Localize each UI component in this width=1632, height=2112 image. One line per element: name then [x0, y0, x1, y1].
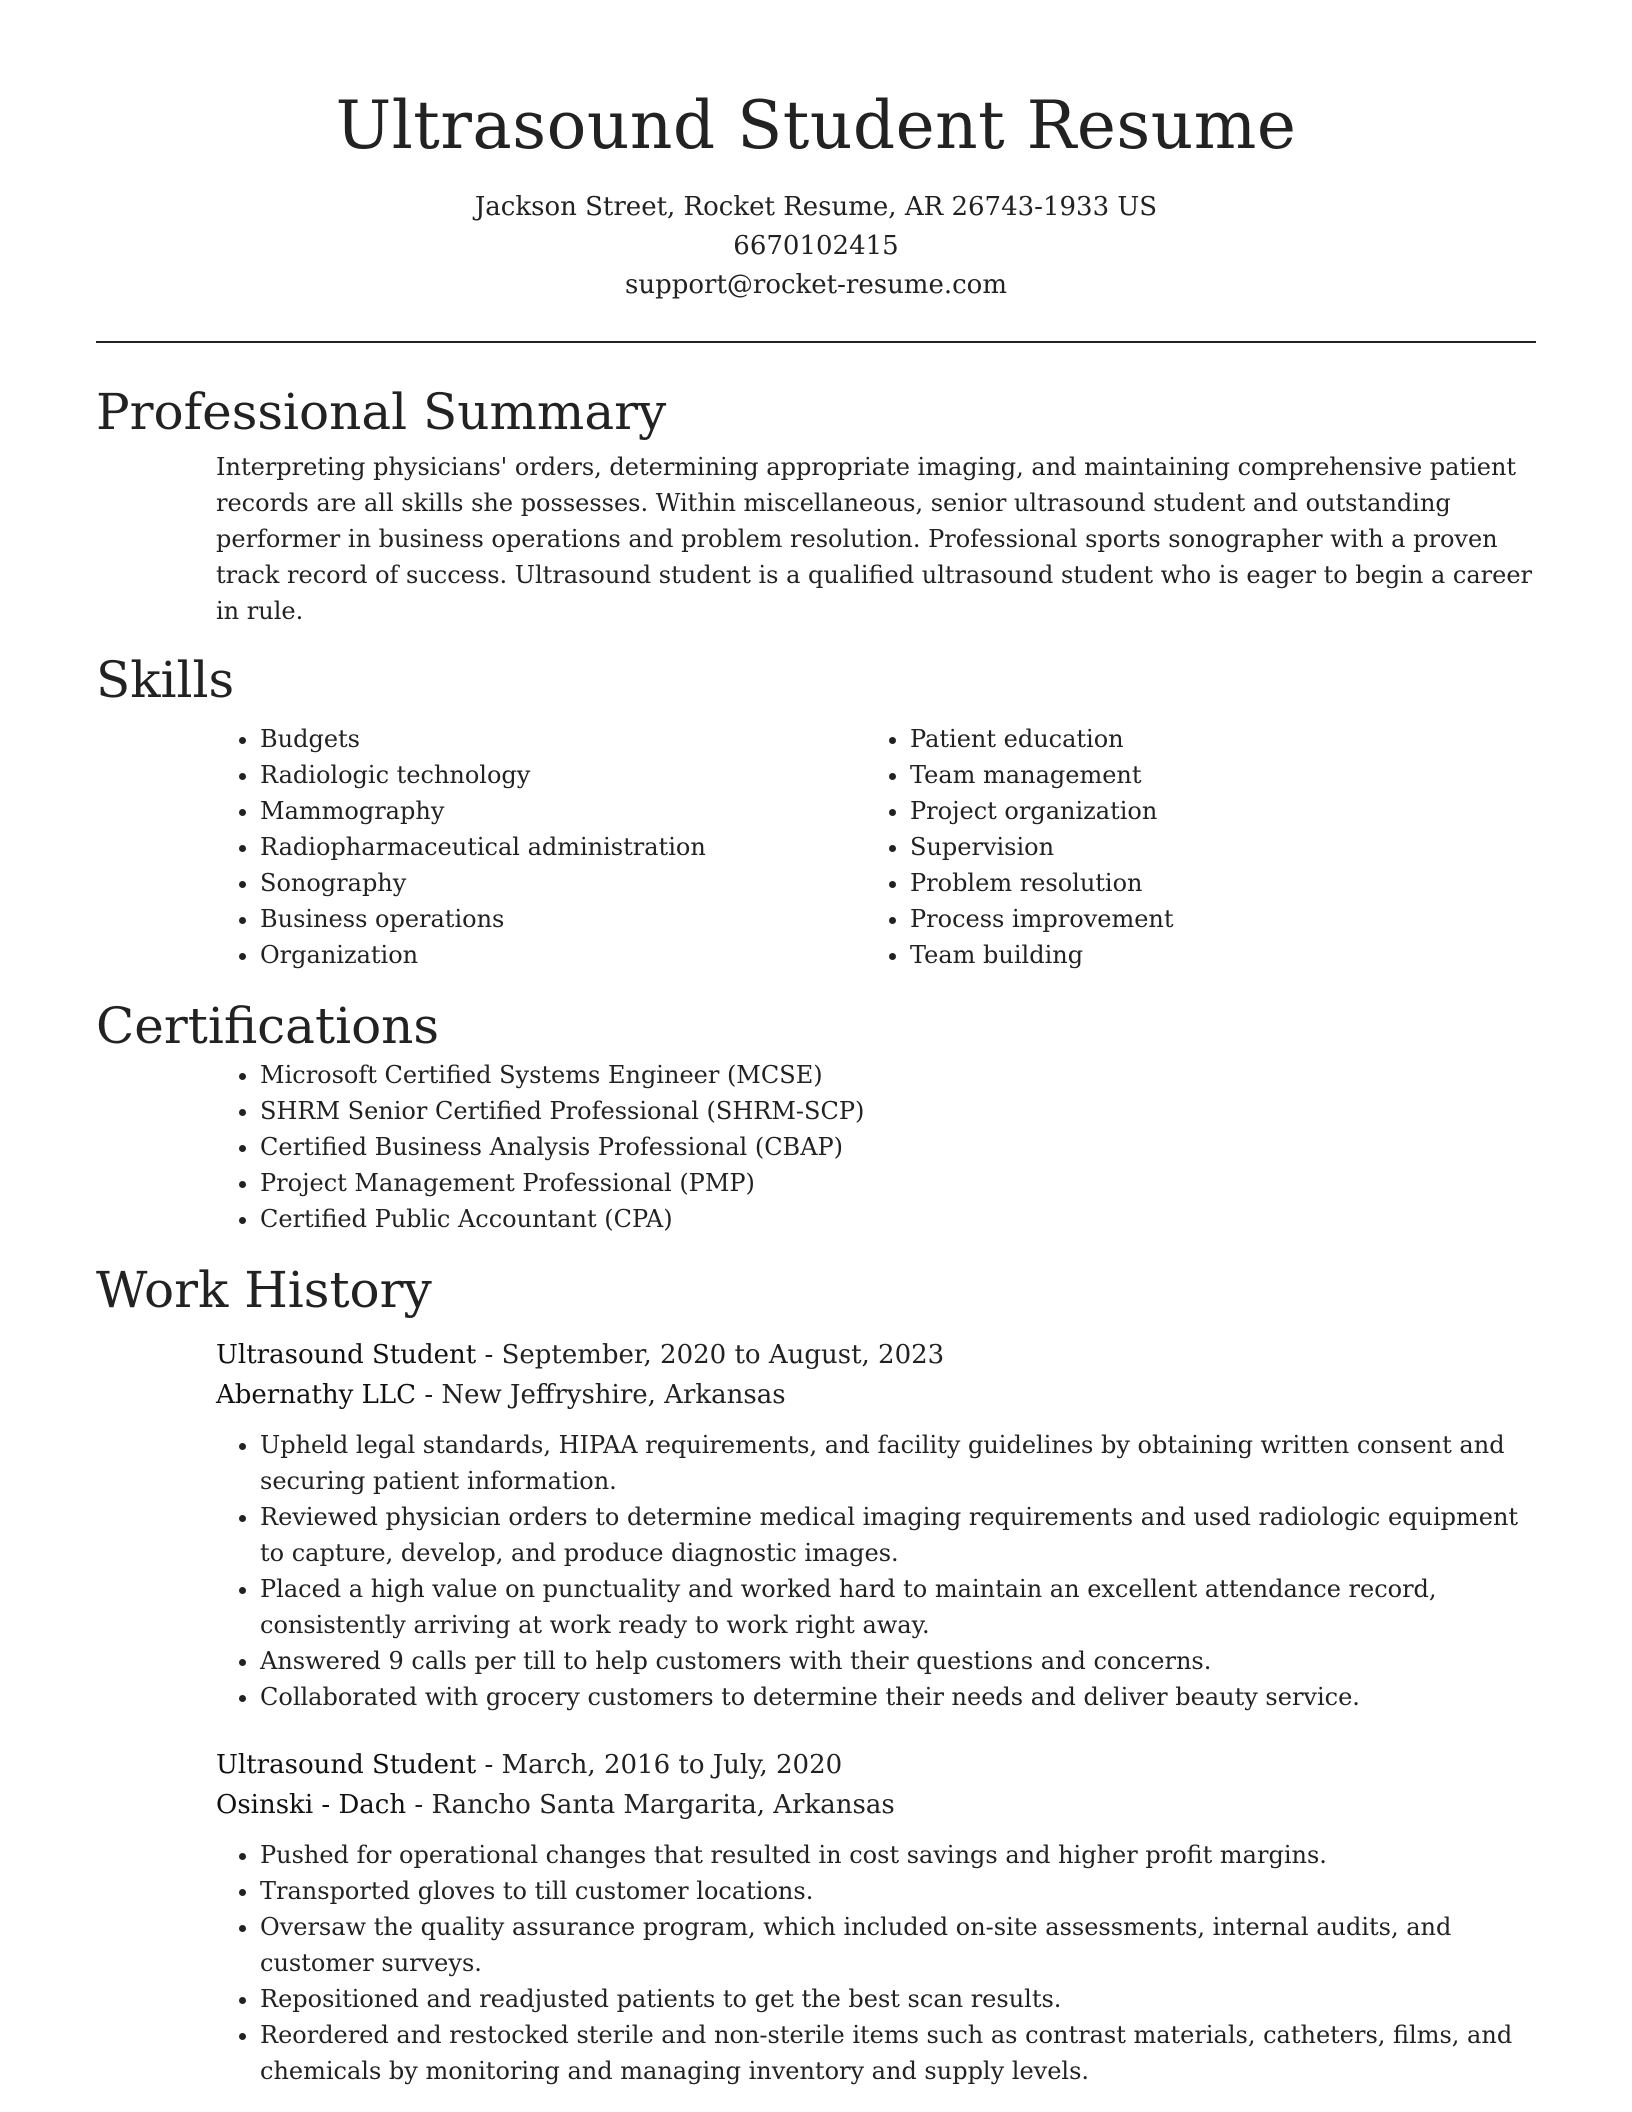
list-item: • Transported gloves to till customer locations.: [260, 1873, 1536, 1909]
job-title: Ultrasound Student: [216, 1340, 477, 1370]
list-item: • Radiopharmaceutical administration: [260, 829, 910, 865]
list-item: • Process improvement: [910, 901, 1470, 937]
summary-heading: Professional Summary: [96, 383, 667, 441]
job-company-line: Osinski - Dach - Rancho Santa Margarita, Arkansas: [216, 1790, 895, 1820]
list-item: • Problem resolution: [910, 865, 1470, 901]
list-item: • Placed a high value on punctuality and worked hard to maintain an excellent attendance record, consistently arriving at work ready to work right away.: [260, 1571, 1536, 1643]
job-entry: [216, 1335, 1536, 1715]
list-item: • Repositioned and readjusted patients to get the best scan results.: [260, 1981, 1536, 2017]
skills-columns: [96, 721, 1536, 973]
list-item: • Sonography: [260, 865, 910, 901]
list-item: • Project Management Professional (PMP): [260, 1165, 1536, 1201]
list-item: • Answered 9 calls per till to help customers with their questions and concerns.: [260, 1643, 1536, 1679]
job-location: New Jeffryshire, Arkansas: [441, 1380, 786, 1410]
certifications-heading: Certifications: [96, 997, 440, 1055]
job-dates: March, 2016 to July, 2020: [501, 1750, 843, 1780]
job-duties-list: [216, 1427, 1536, 1715]
list-item: • Budgets: [260, 721, 910, 757]
list-item: • Oversaw the quality assurance program, which included on-site assessments, internal audits, and customer surveys.: [260, 1909, 1536, 1981]
skills-section: [96, 649, 1536, 973]
list-item: • Certified Business Analysis Professional (CBAP): [260, 1129, 1536, 1165]
skills-list-right: [746, 721, 1470, 973]
job-entry: [216, 1745, 1536, 2089]
list-item: • Microsoft Certified Systems Engineer (MCSE): [260, 1057, 1536, 1093]
list-item: • Upheld legal standards, HIPAA requirements, and facility guidelines by obtaining written consent and securing patient information.: [260, 1427, 1536, 1499]
list-item: • Business operations: [260, 901, 910, 937]
summary-section: [96, 381, 1536, 629]
list-item: • SHRM Senior Certified Professional (SHRM-SCP): [260, 1093, 1536, 1129]
job-title-line: Ultrasound Student - March, 2016 to July, 2020: [216, 1750, 843, 1780]
job-title-line: Ultrasound Student - September, 2020 to August, 2023: [216, 1340, 945, 1370]
job-location: Rancho Santa Margarita, Arkansas: [431, 1790, 895, 1820]
list-item: • Supervision: [910, 829, 1470, 865]
job-title: Ultrasound Student: [216, 1750, 477, 1780]
certifications-list: [96, 1057, 1536, 1237]
list-item: • Reviewed physician orders to determine medical imaging requirements and used radiologic equipment to capture, develop, and produce diagnostic images.: [260, 1499, 1536, 1571]
contact-email: support@rocket-resume.com: [624, 270, 1007, 300]
list-item: • Team building: [910, 937, 1470, 973]
job-company-line: Abernathy LLC - New Jeffryshire, Arkansas: [216, 1380, 786, 1410]
contact-block: [96, 188, 1536, 305]
work-history-heading: Work History: [96, 1261, 432, 1319]
contact-address: Jackson Street, Rocket Resume, AR 26743-1933 US: [474, 192, 1158, 222]
list-item: • Organization: [260, 937, 910, 973]
job-duties-list: [216, 1837, 1536, 2089]
list-item: • Team management: [910, 757, 1470, 793]
list-item: • Collaborated with grocery customers to determine their needs and deliver beauty service.: [260, 1679, 1536, 1715]
list-item: • Patient education: [910, 721, 1470, 757]
header-divider: [96, 341, 1536, 343]
list-item: • Radiologic technology: [260, 757, 910, 793]
certifications-section: [96, 995, 1536, 1237]
work-history-section: [96, 1259, 1536, 2089]
list-item: • Mammography: [260, 793, 910, 829]
list-item: • Project organization: [910, 793, 1470, 829]
resume-page: [96, 0, 1536, 2089]
job-company: Abernathy LLC: [216, 1380, 417, 1410]
list-item: • Reordered and restocked sterile and non-sterile items such as contrast materials, catheters, films, and chemicals by monitoring and managing inventory and supply levels.: [260, 2017, 1536, 2089]
contact-phone: 6670102415: [733, 231, 899, 261]
job-dates: September, 2020 to August, 2023: [501, 1340, 945, 1370]
resume-title: Ultrasound Student Resume: [335, 87, 1297, 164]
list-item: • Certified Public Accountant (CPA): [260, 1201, 1536, 1237]
job-company: Osinski - Dach: [216, 1790, 407, 1820]
summary-text: Interpreting physicians' orders, determining appropriate imaging, and maintaining comprehensive patient records are all skills she possesses. Within miscellaneous, senior ultrasound student and outstanding performer in business operations and problem resolution. Professional sports sonographer with a proven track record of success. Ultrasound student is a qualified ultrasound student who is eager to begin a career in rule.: [216, 453, 1533, 625]
list-item: • Pushed for operational changes that resulted in cost savings and higher profit margins.: [260, 1837, 1536, 1873]
skills-heading: Skills: [96, 651, 235, 709]
